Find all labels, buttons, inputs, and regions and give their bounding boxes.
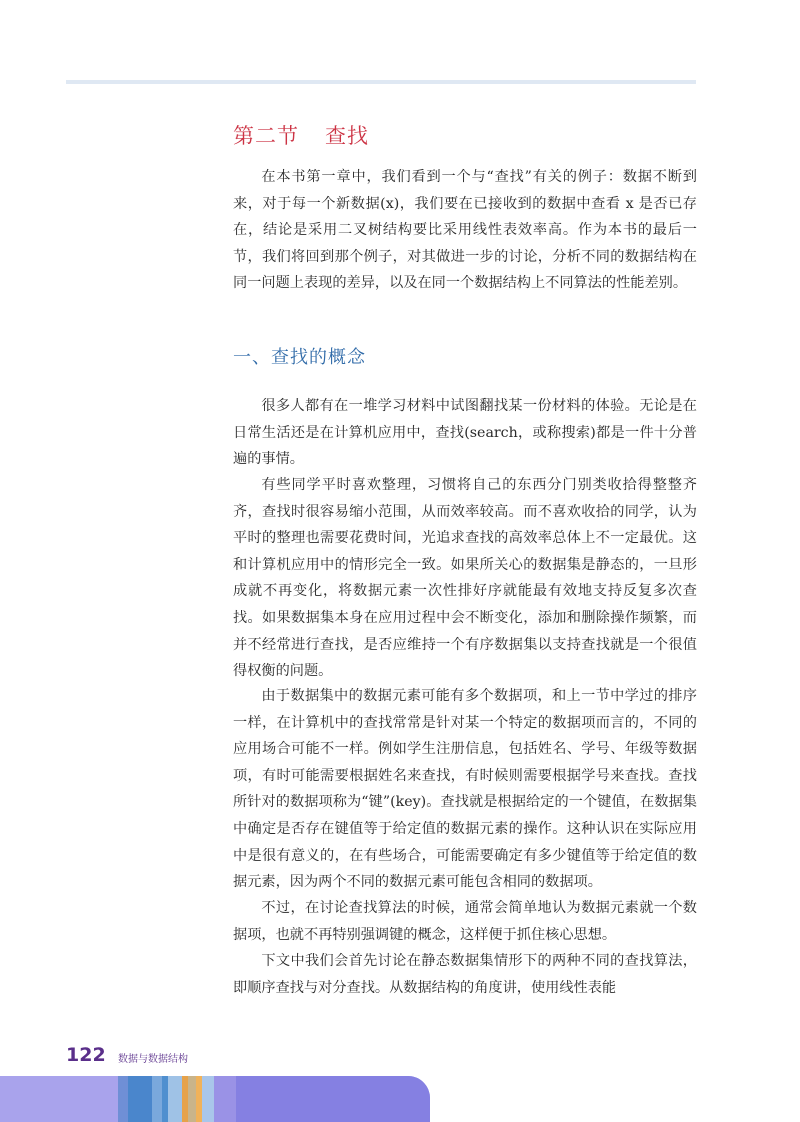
- band-stripe: [214, 1076, 236, 1122]
- band-stripe: [152, 1076, 162, 1122]
- body-paragraph: 很多人都有在一堆学习材料中试图翻找某一份材料的体验。无论是在日常生活还是在计算机应用中，查找(search，或称搜索)都是一件十分普遍的事情。: [233, 398, 697, 468]
- band-stripe: [236, 1076, 430, 1122]
- header-rule: [66, 80, 696, 84]
- section-name: 查找: [325, 124, 369, 148]
- section-title: [233, 120, 369, 150]
- band-stripe: [168, 1076, 182, 1122]
- body-paragraph: 有些同学平时喜欢整理，习惯将自己的东西分门别类收拾得整整齐齐，查找时很容易缩小范围，从而效率较高。而不喜欢收拾的同学，认为平时的整理也需要花费时间，光追求查找的高效率总体上不一定最优。这和计算机应用中的情形完全一致。如果所关心的数据集是静态的，一旦形成就不再变化，将数据元素一次性排好序就能最有效地支持反复多次查找。如果数据集本身在应用过程中会不断变化，添加和删除操作频繁，而并不经常进行查找，是否应维持一个有序数据集以支持查找就是一个很值得权衡的问题。: [233, 477, 697, 680]
- section-number: 第二节: [233, 124, 299, 148]
- page-number: 122: [66, 1044, 106, 1066]
- band-stripe: [202, 1076, 214, 1122]
- book-title: 数据与数据结构: [118, 1054, 188, 1065]
- subheading: 一、查找的概念: [233, 347, 366, 368]
- band-stripe: [128, 1076, 152, 1122]
- band-stripe: [118, 1076, 128, 1122]
- body-paragraph: 由于数据集中的数据元素可能有多个数据项，和上一节中学过的排序一样，在计算机中的查找常常是针对某一个特定的数据项而言的，不同的应用场合可能不一样。例如学生注册信息，包括姓名、学号、年级等数据项，有时可能需要根据姓名来查找，有时候则需要根据学号来查找。查找所针对的数据项称为“键”(key)。查找就是根据给定的一个键值，在数据集中确定是否存在键值等于给定值的数据元素的操作。这种认识在实际应用中是很有意义的，在有些场合，可能需要确定有多少键值等于给定值的数据元素，因为两个不同的数据元素可能包含相同的数据项。: [233, 688, 697, 891]
- body-paragraph: 不过，在讨论查找算法的时候，通常会简单地认为数据元素就一个数据项，也就不再特别强调键的概念，这样便于抓住核心思想。: [233, 900, 697, 943]
- intro-paragraph: 在本书第一章中，我们看到一个与“查找”有关的例子：数据不断到来，对于每一个新数据(x)，我们要在已接收到的数据中查看 x 是否已存在，结论是采用二叉树结构要比采用线性表效率高。作为本书的最后一节，我们将回到那个例子，对其做进一步的讨论，分析不同的数据结构在同一问题上表现的差异，以及在同一个数据结构上不同算法的性能差别。: [233, 169, 697, 292]
- body-paragraph: 下文中我们会首先讨论在静态数据集情形下的两种不同的查找算法，即顺序查找与对分查找。从数据结构的角度讲，使用线性表能: [233, 953, 697, 996]
- band-stripe: [0, 1076, 118, 1122]
- footer-color-band: [0, 1076, 430, 1122]
- band-stripe: [188, 1076, 196, 1122]
